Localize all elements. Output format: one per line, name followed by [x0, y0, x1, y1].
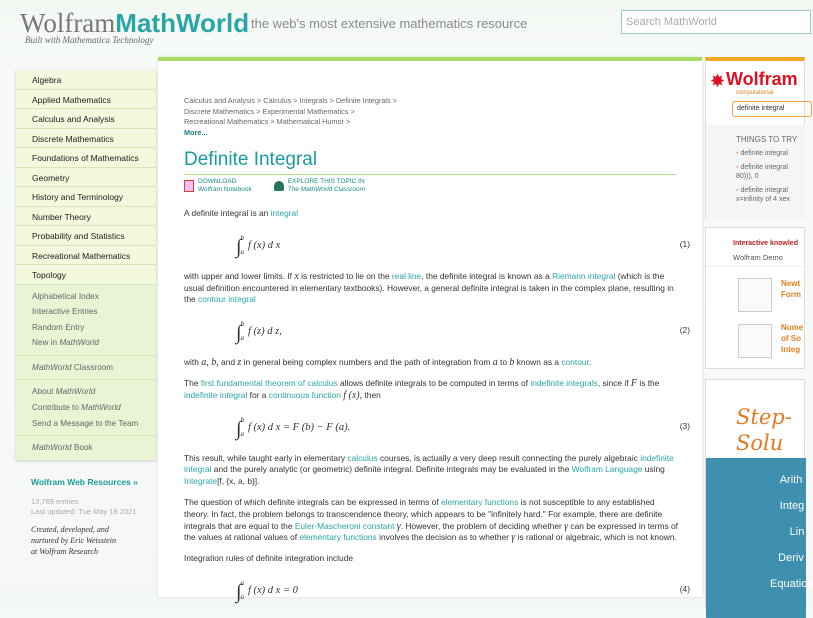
sidebar-item-topology[interactable]: Topology	[16, 265, 156, 285]
equation-math	[236, 413, 350, 441]
integrand: f (x) d x	[247, 239, 281, 251]
link[interactable]: first fundamental theorem of calculus	[200, 377, 338, 388]
equation-math	[236, 576, 298, 604]
sidebar-link[interactable]: Interactive Entries	[32, 307, 98, 317]
wolfram-alpha-input[interactable]: definite integral	[732, 101, 812, 117]
integral-sign: ∫	[236, 580, 242, 603]
stats	[31, 497, 137, 517]
credit-line: Created, developed, and	[31, 525, 109, 534]
download-sublabel: Wolfram Notebook	[198, 186, 252, 193]
logo-word: Wolfram	[20, 8, 116, 38]
sidebar-link[interactable]: New in MathWorld	[32, 338, 99, 348]
page-title: Definite Integral	[184, 149, 318, 170]
math-inline: f (x),	[343, 389, 363, 401]
text: The question of which definite integrals can be expressed in terms of	[184, 496, 441, 507]
integral-limits	[240, 317, 244, 345]
sidebar-item-discrete-mathematics[interactable]: Discrete Mathematics	[16, 129, 156, 149]
demo-link[interactable]: Nume of So Integ	[781, 323, 804, 354]
step-by-step-widget	[705, 379, 813, 609]
link[interactable]: continuous function	[268, 389, 341, 400]
tagline: the web's most extensive mathematics resource	[251, 16, 528, 31]
wolfram-alpha-logo: Wolfram	[726, 69, 798, 89]
text: (which is the usual definition encountered in elementary textbooks). However, a general definite integral is taken in the complex plane, resulting in the	[184, 270, 674, 305]
upper-limit: b	[240, 320, 244, 329]
upper-limit: b	[240, 233, 244, 242]
equation	[184, 313, 690, 351]
text: allows definite integrals to be computed in terms of	[337, 377, 531, 388]
demo-thumbnail[interactable]	[738, 324, 772, 358]
paragraph	[184, 357, 678, 369]
text: is the	[637, 377, 660, 388]
explore-sublabel: The MathWorld Classroom	[287, 186, 366, 193]
link[interactable]: integral	[270, 208, 299, 218]
text: Integration rules of definite integration include	[184, 553, 354, 564]
sidebar-link[interactable]: Contribute to MathWorld	[32, 403, 121, 413]
logo-subtitle: Built with Mathematica Technology	[25, 35, 154, 45]
math-inline: a, b,	[201, 357, 219, 369]
lower-limit: a	[240, 334, 244, 343]
text: is not susceptible to any established theory. In fact, the problem belongs to transcendence theory, which appears to be "infinitely hard." For example, there are definite integrals that are equal to the	[184, 496, 663, 531]
text: with	[184, 357, 202, 368]
integrand: f (x) d x = F (b) − F (a).	[247, 421, 351, 433]
breadcrumb-line[interactable]: Calculus and Analysis > Calculus > Integrals > Definite Integrals >	[184, 96, 397, 105]
integrand: f (z) d z,	[247, 326, 282, 338]
math-inline: b	[509, 357, 515, 369]
link[interactable]: Riemann integral	[552, 270, 616, 281]
try-item[interactable]: ▪ definite integral x=infinity of 4 xex	[736, 187, 790, 203]
link[interactable]: Wolfram Language	[571, 464, 643, 475]
integral-sign: ∫	[236, 417, 242, 440]
wolfram-star-icon: ✸	[710, 71, 726, 91]
link[interactable]: contour	[561, 357, 589, 368]
sidebar-item-history-and-terminology[interactable]: History and Terminology	[16, 187, 156, 207]
link[interactable]: elementary functions	[440, 496, 519, 507]
demo-link[interactable]: Newt Form	[781, 279, 801, 299]
step-topic[interactable]: Arith	[779, 474, 803, 486]
link[interactable]: calculus	[347, 452, 378, 463]
download-label: DOWNLOAD	[198, 178, 237, 185]
demos-heading: Interactive knowled	[733, 240, 798, 247]
link[interactable]: contour integral	[197, 294, 256, 305]
link[interactable]: indefinite integrals	[530, 377, 598, 388]
math-inline: x	[294, 270, 299, 282]
more-link[interactable]: More...	[184, 128, 208, 138]
upper-limit: b	[240, 415, 244, 424]
text: is restricted to lie on the	[298, 270, 392, 281]
math-inline: γ	[511, 532, 516, 544]
equation	[184, 227, 690, 265]
math-inline: γ	[564, 520, 569, 532]
upper-limit: a	[240, 578, 244, 587]
sidebar-link-classroom[interactable]: MathWorld Classroom	[32, 362, 113, 372]
title-divider	[184, 174, 676, 175]
text: with upper and lower limits. If	[184, 270, 295, 281]
text: , since if	[597, 377, 631, 388]
lower-limit: a	[240, 592, 244, 601]
paragraph	[184, 453, 678, 488]
breadcrumb-line[interactable]: Recreational Mathematics > Mathematical Humor >	[184, 117, 351, 127]
link[interactable]: Euler-Mascheroni constant	[294, 520, 395, 531]
entry-count: 13,769 entries	[31, 497, 79, 506]
equation-number: (1)	[679, 238, 690, 249]
demonstrations-widget	[705, 227, 805, 369]
text: A definite integral is an	[184, 208, 271, 218]
text: to	[497, 357, 510, 368]
math-inline: F	[630, 377, 638, 389]
integrand: f (x) d x = 0	[247, 584, 298, 596]
text: . However, the problem of deciding whether	[400, 520, 565, 531]
sidebar-item-probability-and-statistics[interactable]: Probability and Statistics	[16, 226, 156, 246]
text: This result, while taught early in elementary	[184, 452, 348, 463]
sidebar-item-number-theory[interactable]: Number Theory	[16, 207, 156, 227]
text: is rational or algebraic, which is not known.	[515, 532, 677, 543]
sidebar-item-algebra[interactable]: Algebra	[16, 70, 156, 90]
breadcrumb-line[interactable]: Discrete Mathematics > Experimental Mathematics >	[184, 106, 355, 116]
math-inline: γ	[396, 520, 401, 532]
article-body	[184, 208, 690, 616]
sidebar	[16, 70, 156, 460]
main-content	[158, 57, 702, 603]
link[interactable]: real line	[391, 270, 422, 281]
text: using	[642, 464, 665, 475]
text: , the definite integral is known as a	[421, 270, 553, 281]
link[interactable]: indefinite integral	[184, 452, 674, 475]
integral-sign: ∫	[236, 322, 242, 345]
link[interactable]: indefinite integral	[184, 389, 248, 400]
text: and the purely analytic (or geometric) definite integral. Definite integrals may be evaluated in the	[211, 464, 572, 475]
wolfram-web-resources-link[interactable]: Wolfram Web Resources »	[31, 477, 138, 487]
paragraph	[184, 553, 678, 565]
sidebar-link-book[interactable]: MathWorld Book	[32, 443, 93, 453]
equation	[184, 572, 690, 610]
math-inline: z	[237, 357, 242, 369]
wolfram-alpha-subtitle: computational	[736, 90, 774, 96]
text: in general being complex numbers and the path of integration from	[241, 357, 493, 368]
sidebar-link[interactable]: Send a Message to the Team	[32, 418, 139, 428]
lower-limit: a	[240, 247, 244, 256]
logo-brand: MathWorld	[115, 8, 250, 38]
paragraph	[184, 208, 678, 220]
try-item[interactable]: ▪ definite integral	[736, 150, 788, 157]
integral-limits	[240, 231, 244, 259]
text: can be expressed in terms of the values at rational values of	[184, 520, 678, 543]
text: .	[588, 357, 592, 368]
sidebar-link[interactable]: About MathWorld	[32, 387, 96, 397]
sidebar-link[interactable]: Random Entry	[32, 322, 85, 332]
equation-number: (4)	[679, 583, 690, 594]
text: [f, {x, a, b}].	[217, 476, 260, 487]
credit-line: nurtured by Eric Weisstein	[31, 536, 116, 545]
link[interactable]: Integrate	[184, 476, 218, 487]
paragraph	[184, 497, 678, 544]
try-item[interactable]: ▪ definite integral 80))), 0	[736, 164, 788, 180]
equation-math	[236, 231, 280, 259]
integral-limits	[240, 576, 244, 604]
sidebar-link[interactable]: Alphabetical Index	[32, 291, 99, 301]
explore-classroom-button[interactable]	[274, 178, 365, 194]
text: involves the decision as to whether	[376, 532, 512, 543]
integral-sign: ∫	[236, 235, 242, 258]
equation-number: (3)	[679, 420, 690, 431]
sidebar-item-recreational-mathematics[interactable]: Recreational Mathematics	[16, 246, 156, 266]
lower-limit: a	[240, 429, 244, 438]
text: courses, is actually a very deep result connecting the purely algebraic	[377, 452, 641, 463]
wolfram-alpha-widget	[705, 57, 805, 219]
equation-number: (2)	[679, 325, 690, 336]
math-inline: a	[492, 357, 498, 369]
step-topic[interactable]: Lin	[789, 526, 805, 538]
step-topic[interactable]: Equation	[770, 578, 813, 590]
download-notebook-button[interactable]	[184, 178, 252, 194]
text: then	[362, 389, 381, 400]
paragraph	[184, 271, 678, 306]
paragraph	[184, 378, 678, 402]
text: for a	[247, 389, 269, 400]
equation	[184, 409, 690, 447]
text: The	[184, 377, 201, 388]
sidebar-item-geometry[interactable]: Geometry	[16, 168, 156, 188]
demos-brand: Wolfram Demo	[733, 253, 783, 262]
breadcrumb	[184, 96, 397, 139]
step-topic[interactable]: Deriv	[778, 552, 804, 564]
link[interactable]: elementary functions	[299, 532, 377, 543]
credit-line: at Wolfram Research	[31, 547, 98, 556]
things-to-try-heading: THINGS TO TRY	[736, 135, 798, 144]
text: and	[218, 357, 238, 368]
step-topic[interactable]: Integ	[779, 500, 805, 512]
sidebar-item-applied-mathematics[interactable]: Applied Mathematics	[16, 90, 156, 110]
graduation-cap-icon	[274, 181, 284, 191]
text: known as a	[514, 357, 562, 368]
demo-thumbnail[interactable]	[738, 278, 772, 312]
last-updated: Last updated: Tue May 18 2021	[31, 507, 137, 516]
equation-math	[236, 317, 282, 345]
integral-limits	[240, 413, 244, 441]
right-column	[705, 57, 813, 597]
step-by-step-title: Step- Solu	[736, 405, 792, 455]
notebook-icon	[184, 180, 194, 192]
sidebar-item-calculus-and-analysis[interactable]: Calculus and Analysis	[16, 109, 156, 129]
sidebar-item-foundations-of-mathematics[interactable]: Foundations of Mathematics	[16, 148, 156, 168]
search-input[interactable]: Search MathWorld	[621, 10, 811, 34]
credit	[31, 524, 116, 557]
explore-label: EXPLORE THIS TOPIC IN	[287, 178, 365, 185]
